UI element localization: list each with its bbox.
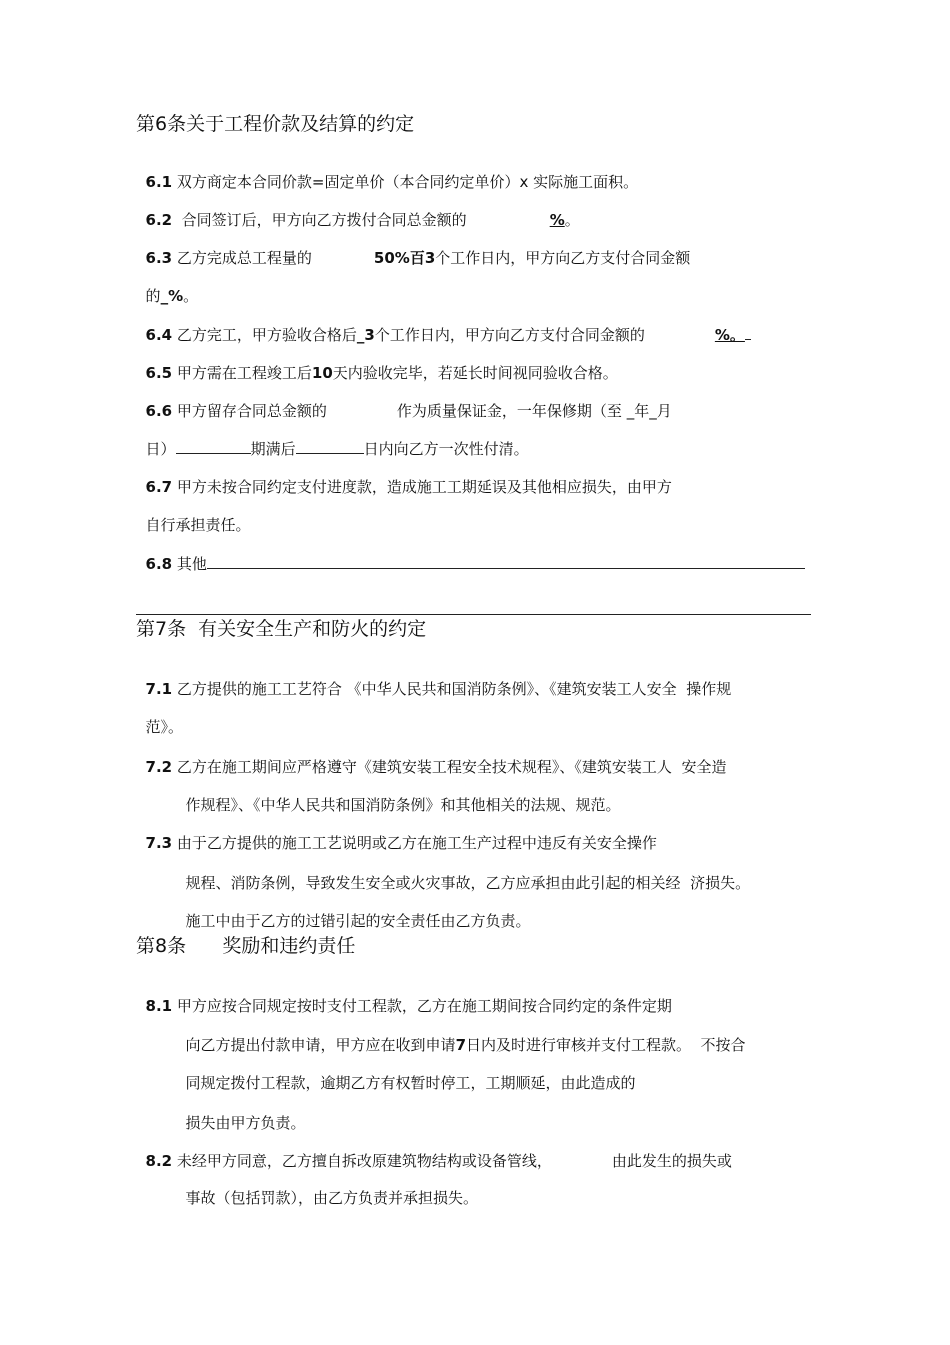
clause-text: 损失由甲方负责。 xyxy=(185,1114,306,1132)
clause-number: 6.8 xyxy=(145,555,173,573)
clause-text: 双方商定本合同价款=固定单价（本合同约定单价）x 实际施工面积。 xyxy=(176,173,639,191)
clause-8-1-cont2 xyxy=(176,1053,636,1093)
clause-8-1-cont3 xyxy=(176,1093,306,1133)
clause-6-6-cont xyxy=(136,419,529,459)
clause-value: 10 xyxy=(311,364,333,382)
clause-text: 乙方完工，甲方验收合格后 xyxy=(176,326,357,344)
clause-number: 6.3 xyxy=(145,249,173,267)
section-8-title: 第8条 奖励和违约责任 xyxy=(136,935,356,957)
clause-text-end: 。 xyxy=(183,287,199,305)
clause-7-3-cont2 xyxy=(176,891,531,931)
clause-7-3 xyxy=(136,813,657,853)
fill-blank xyxy=(207,554,805,569)
clause-6-1 xyxy=(136,152,638,192)
clause-7-1 xyxy=(136,659,731,699)
clause-8-2 xyxy=(136,1131,732,1171)
clause-text: 其他 xyxy=(176,555,207,573)
clause-text: 日） xyxy=(145,440,176,458)
clause-text: 甲方留存合同总金额的 xyxy=(176,402,327,420)
clause-number: 6.6 xyxy=(145,402,173,420)
clause-text: 自行承担责任。 xyxy=(145,516,251,534)
clause-7-3-cont xyxy=(176,853,750,893)
clause-text: 甲方应按合同规定按时支付工程款，乙方在施工期间按合同约定的条件定期 xyxy=(176,997,672,1015)
clause-text: 作规程》、《中华人民共和国消防条例》和其他相关的法规、规范。 xyxy=(185,796,621,814)
clause-text-end: 日内及时进行审核并支付工程款。 不按合 xyxy=(466,1036,746,1054)
clause-text: 向乙方提出付款申请，甲方应在收到申请 xyxy=(185,1036,456,1054)
clause-number: 8.1 xyxy=(145,997,173,1015)
clause-number: 6.5 xyxy=(145,364,173,382)
clause-text: 未经甲方同意，乙方擅自拆改原建筑物结构或设备管线， xyxy=(176,1152,552,1170)
clause-text: 事故（包括罚款），由乙方负责并承担损失。 xyxy=(185,1189,479,1207)
clause-6-8 xyxy=(136,534,805,574)
clause-6-7-cont xyxy=(136,495,251,535)
clause-number: 6.2 xyxy=(145,211,173,229)
fill-blank xyxy=(296,439,364,454)
clause-6-2 xyxy=(136,190,580,230)
clause-text: 同规定拨付工程款，逾期乙方有权暂时停工，工期顺延，由此造成的 xyxy=(185,1074,636,1092)
clause-text-end: 天内验收完毕，若延长时间视同验收合格。 xyxy=(332,364,618,382)
clause-value: 7 xyxy=(455,1036,466,1054)
clause-text-mid: 个工作日内，甲方向乙方支付合同金额的 xyxy=(374,326,645,344)
section-6-title: 第6条关于工程价款及结算的约定 xyxy=(136,113,415,135)
clause-number: 7.3 xyxy=(145,834,173,852)
percent-blank: % xyxy=(549,211,565,229)
clause-number: 8.2 xyxy=(145,1152,173,1170)
section-7-title: 第7条 有关安全生产和防火的约定 xyxy=(136,618,427,640)
clause-number: 7.1 xyxy=(145,680,173,698)
clause-6-4 xyxy=(136,305,751,345)
clause-text: 的 xyxy=(145,287,161,305)
clause-6-3 xyxy=(136,228,690,268)
clause-number: 6.1 xyxy=(145,173,173,191)
clause-7-2 xyxy=(136,737,726,777)
fill-blank xyxy=(176,439,251,454)
clause-value: _3 xyxy=(356,326,375,344)
clause-text: 规程、消防条例，导致发生安全或火灾事故，乙方应承担由此引起的相关经 济损失。 xyxy=(185,874,751,892)
clause-text-end: 日内向乙方一次性付清。 xyxy=(363,440,529,458)
clause-number: 7.2 xyxy=(145,758,173,776)
clause-6-3-cont xyxy=(136,266,198,306)
clause-text: 乙方在施工期间应严格遵守《建筑安装工程安全技术规程》、《建筑安装工人 安全造 xyxy=(176,758,727,776)
clause-number: 6.4 xyxy=(145,326,173,344)
clause-text: 乙方提供的施工工艺符合 《中华人民共和国消防条例》、《建筑安装工人安全 操作规 xyxy=(176,680,732,698)
clause-number: 6.7 xyxy=(145,478,173,496)
clause-text: 范》。 xyxy=(145,718,184,736)
clause-text: 合同签订后，甲方向乙方拨付合同总金额的 xyxy=(181,211,467,229)
clause-text-end: 由此发生的损失或 xyxy=(611,1152,732,1170)
clause-text: 甲方需在工程竣工后 xyxy=(176,364,312,382)
clause-text-end: 作为质量保证金，一年保修期（至 _年_月 xyxy=(396,402,672,420)
clause-text: 乙方完成总工程量的 xyxy=(176,249,312,267)
section-divider xyxy=(136,614,811,615)
percent-blank: %。 xyxy=(714,326,745,344)
clause-8-1-cont xyxy=(176,1015,746,1055)
clause-text-mid: 期满后 xyxy=(250,440,296,458)
clause-text-end: 。 xyxy=(564,211,580,229)
clause-7-2-cont xyxy=(176,775,621,815)
clause-6-6 xyxy=(136,381,672,421)
clause-8-1 xyxy=(136,976,672,1016)
clause-text: 甲方未按合同约定支付进度款，造成施工工期延误及其他相应损失，由甲方 xyxy=(176,478,672,496)
clause-value: 50%百3 xyxy=(373,249,436,267)
clause-8-2-cont xyxy=(176,1168,478,1208)
clause-text-end: 个工作日内，甲方向乙方支付合同金额 xyxy=(435,249,691,267)
clause-6-7 xyxy=(136,457,672,497)
clause-text: 由于乙方提供的施工工艺说明或乙方在施工生产过程中违反有关安全操作 xyxy=(176,834,657,852)
clause-7-1-cont xyxy=(136,697,183,737)
clause-6-5 xyxy=(136,343,618,383)
percent-blank: _% xyxy=(160,287,184,305)
clause-text: 施工中由于乙方的过错引起的安全责任由乙方负责。 xyxy=(185,912,531,930)
